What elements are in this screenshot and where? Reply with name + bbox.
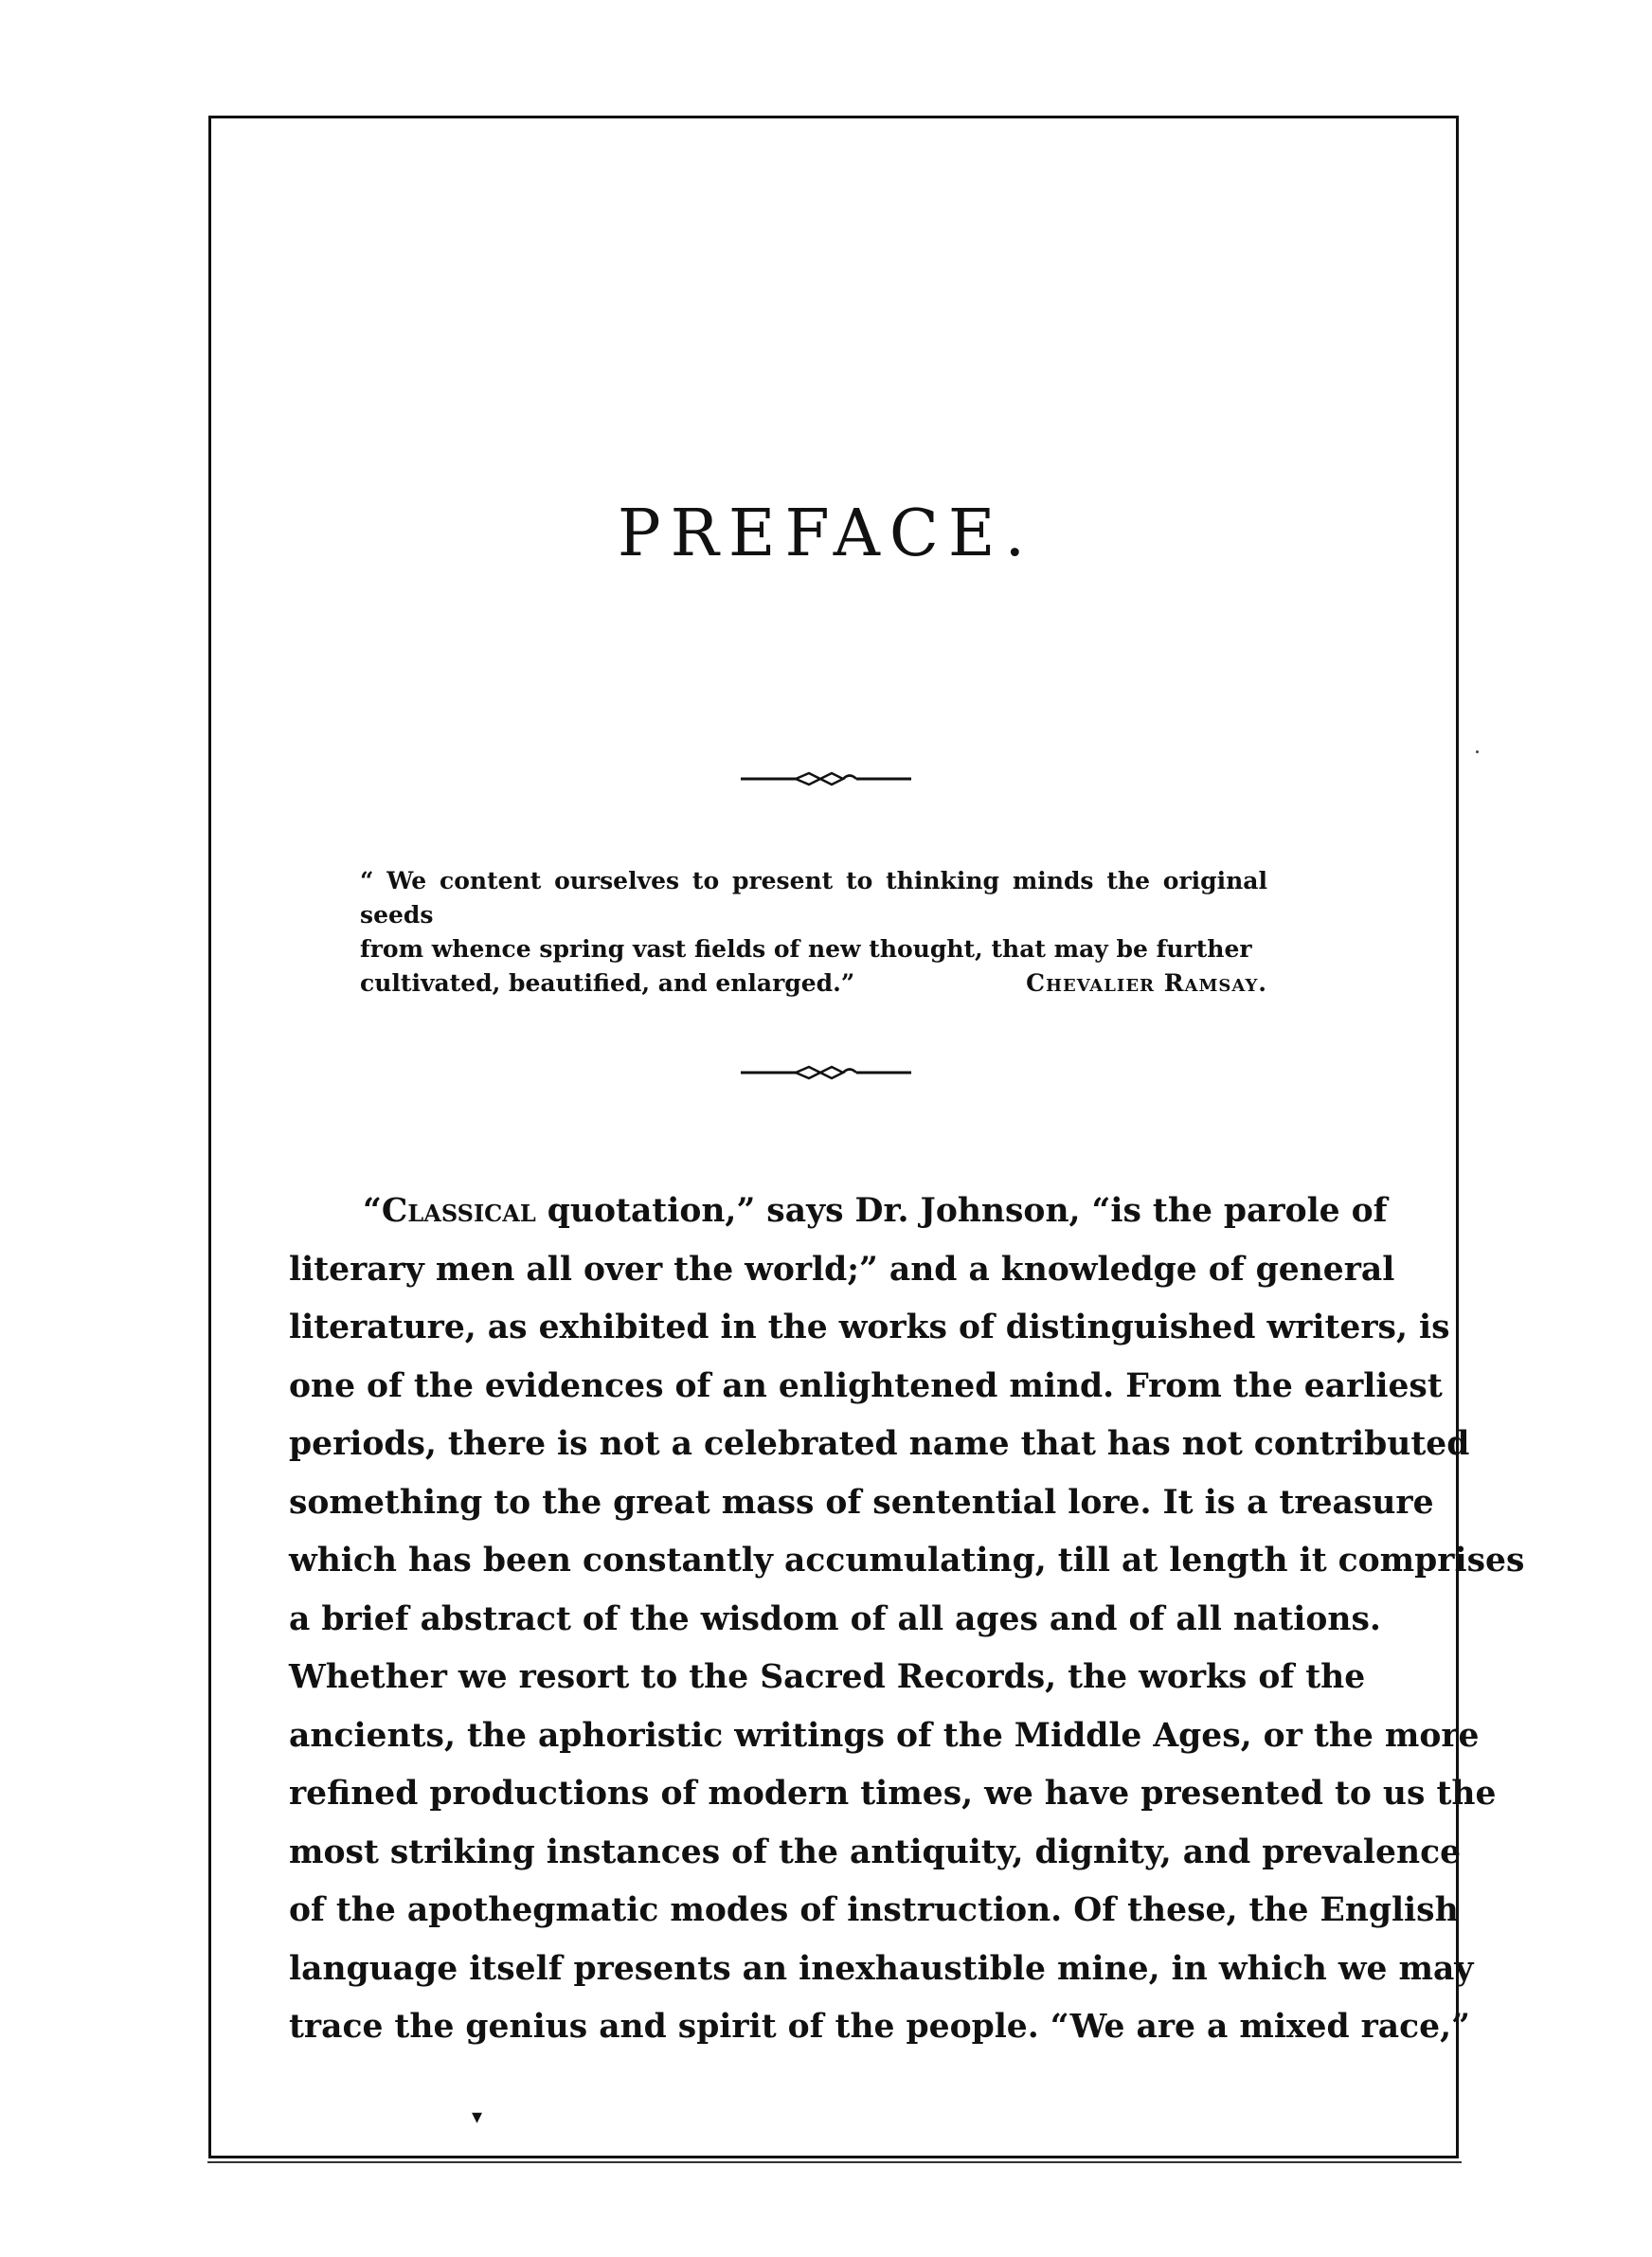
body-line: which has been constantly accumulating, till at length it comprises [289,1542,1525,1580]
opening-word: Classical [381,1192,536,1230]
body-line: one of the evidences of an enlightened mind. From the earliest [289,1366,1443,1405]
body-line [289,1183,1388,1241]
body-line: literary men all over the world;” and a knowledge of general [289,1250,1395,1289]
epigraph-line: “ We content ourselves to present to thinking minds the original seeds [360,867,1267,929]
margin-speck [1476,750,1479,753]
signature-mark: ▾ [472,2105,483,2129]
page-title: PREFACE. [617,497,1035,571]
body-line: ancients, the aphoristic writings of the Middle Ages, or the more [289,1716,1480,1755]
epigraph [360,864,1267,1001]
body-line: trace the genius and spirit of the people. “We are a mixed race,” [289,2008,1470,2046]
epigraph-line: cultivated, beautified, and enlarged.” [360,969,855,997]
body-line: something to the great mass of sentential lore. It is a treasure [289,1483,1434,1522]
epigraph-line: from whence spring vast fields of new thought, that may be further [360,935,1252,963]
ornament-divider-bottom [741,1063,911,1082]
epigraph-author: Chevalier Ramsay. [1026,969,1267,997]
body-line: most striking instances of the antiquity, dignity, and prevalence [289,1833,1462,1871]
body-line-text: quotation,” says Dr. Johnson, “is the parole of [535,1192,1388,1230]
body-line: refined productions of modern times, we have presented to us the [289,1775,1497,1813]
opening-quote: “ [363,1192,382,1230]
preface-body [289,1183,1525,2057]
body-line: language itself presents an inexhaustible mine, in which we may [289,1949,1474,1988]
body-line: of the apothegmatic modes of instruction. Of these, the English [289,1891,1459,1929]
body-line: Whether we resort to the Sacred Records, the works of the [289,1658,1366,1696]
body-line: periods, there is not a celebrated name that has not contributed [289,1425,1470,1463]
body-line: a brief abstract of the wisdom of all ages and of all nations. [289,1599,1381,1638]
ornament-divider-top [741,769,911,788]
body-line: literature, as exhibited in the works of distinguished writers, is [289,1309,1450,1346]
epigraph-last-line [360,966,1267,1001]
